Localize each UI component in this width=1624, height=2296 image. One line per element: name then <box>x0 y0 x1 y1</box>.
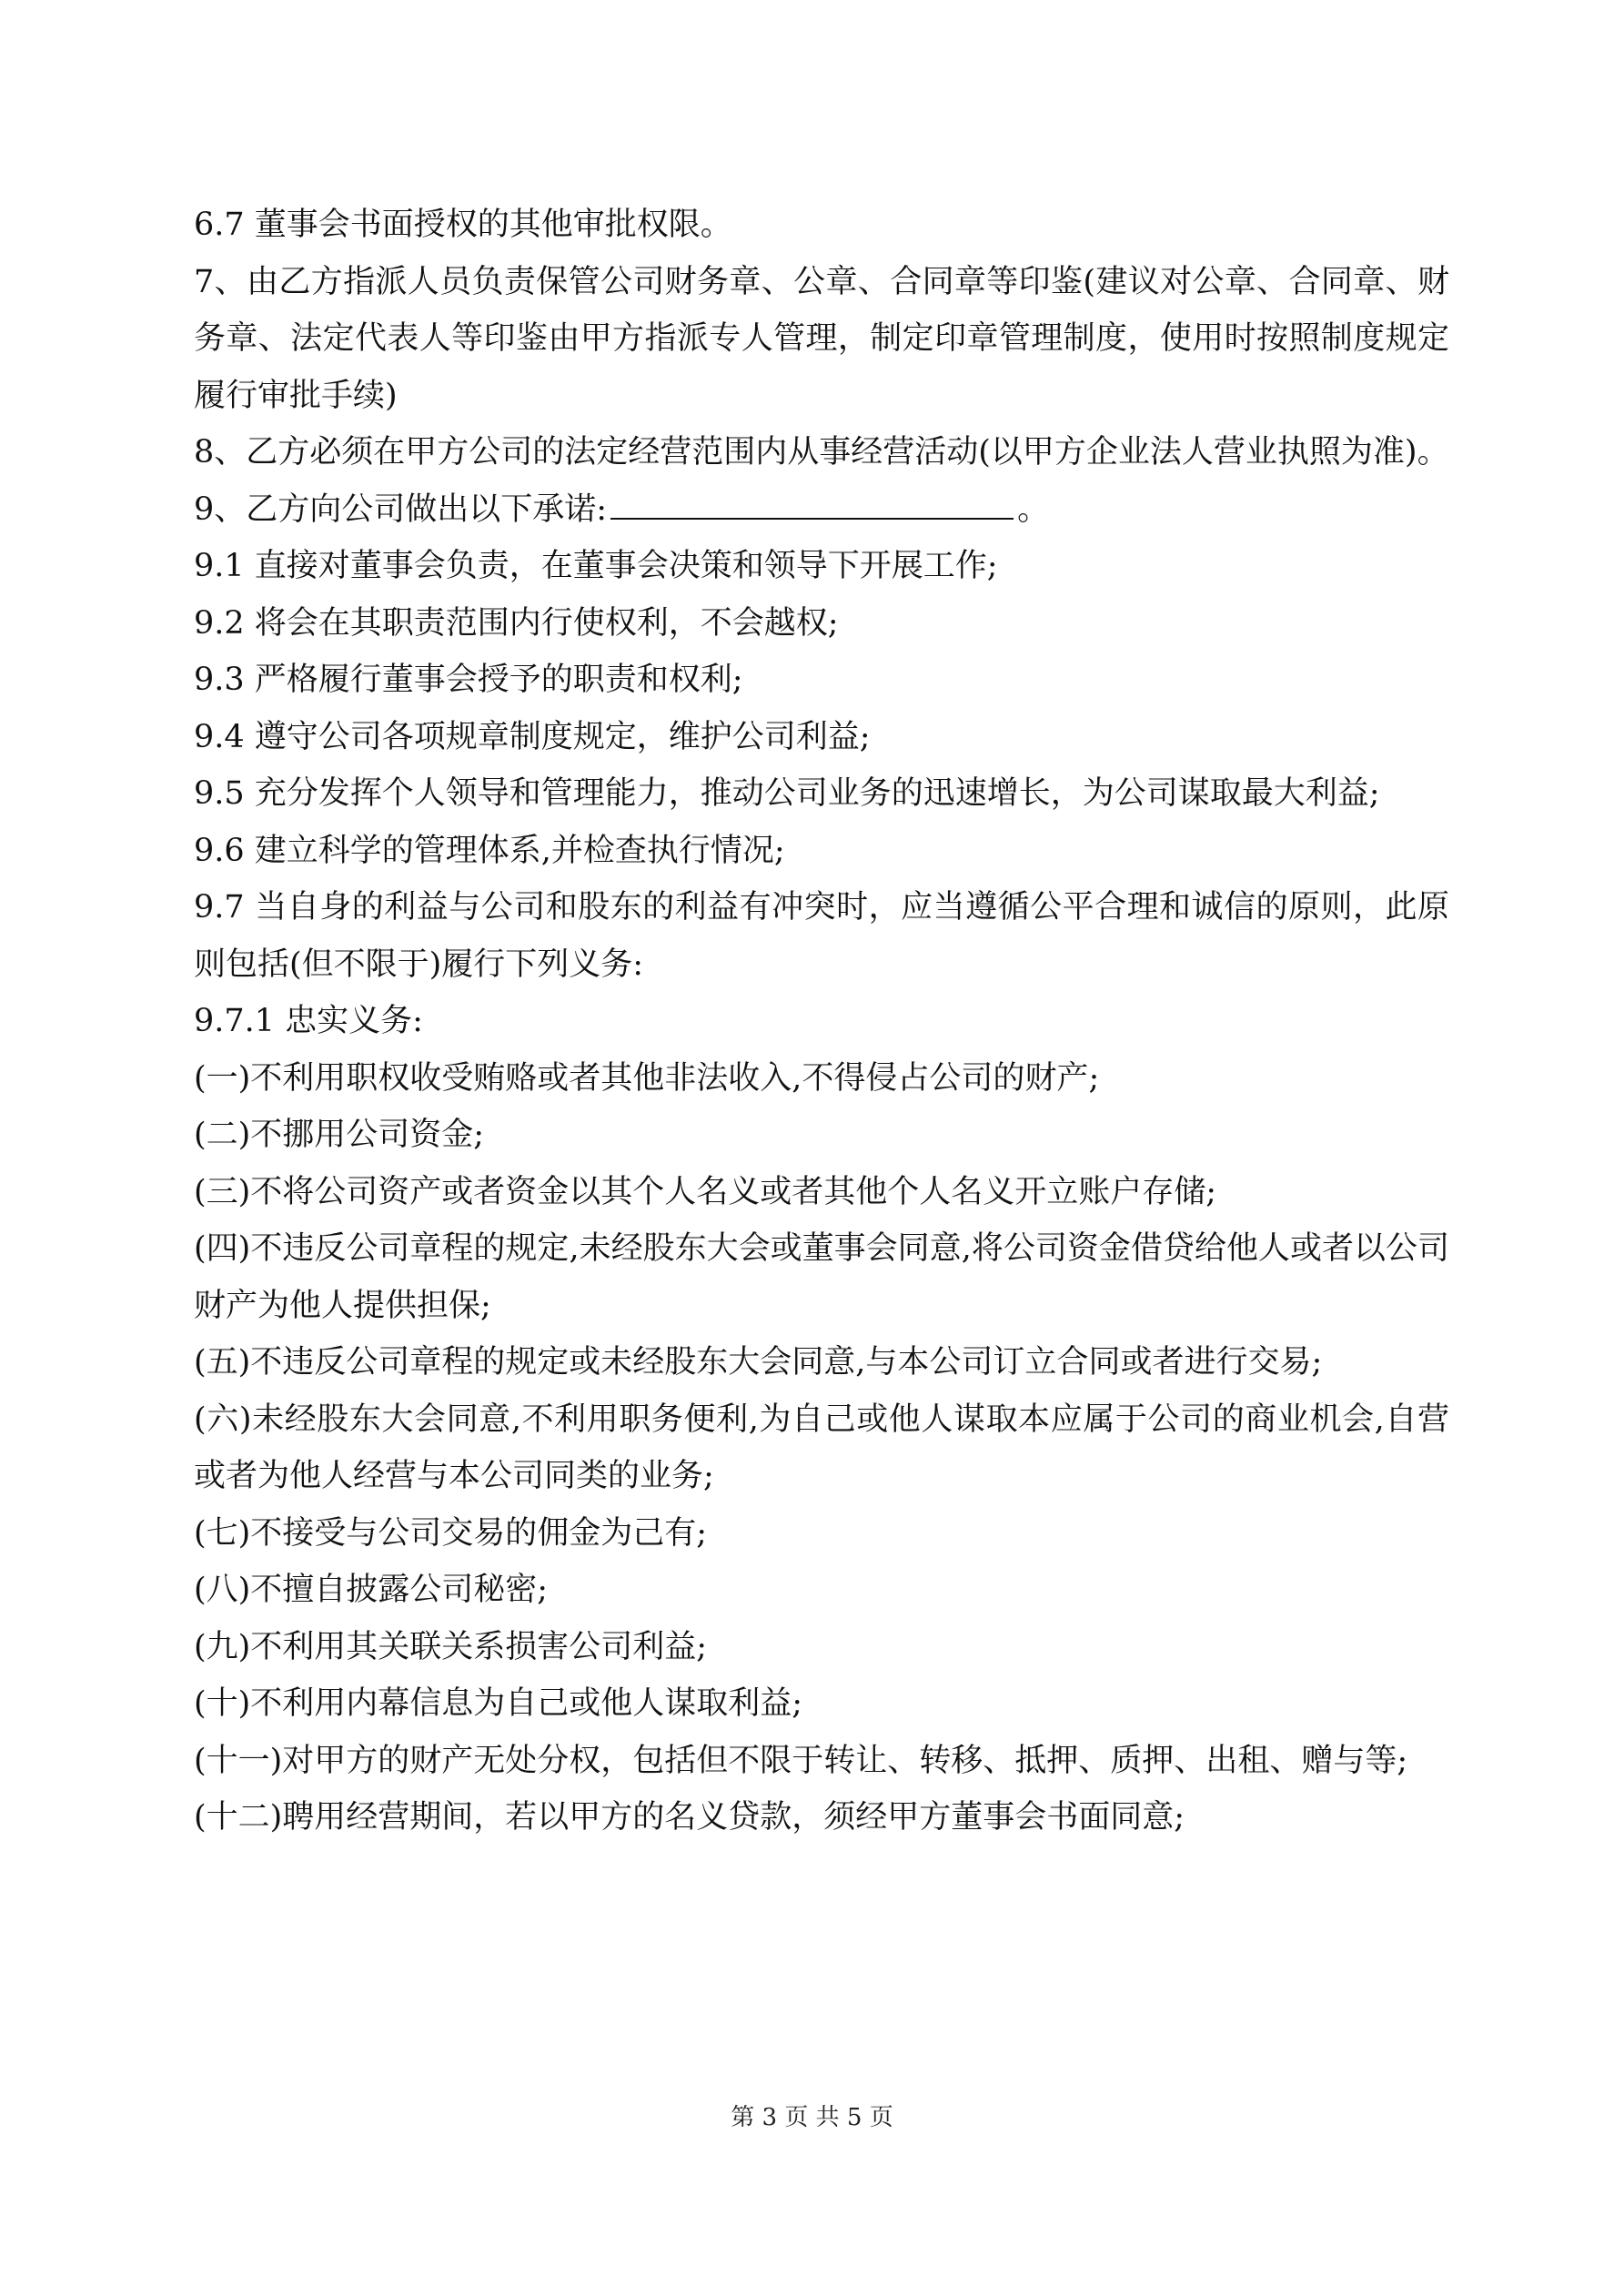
list-item-7: (七)不接受与公司交易的佣金为己有; <box>194 1514 708 1552</box>
list-item-8: (八)不擅自披露公司秘密; <box>194 1572 549 1608</box>
paragraph-8: 8、乙方必须在甲方公司的法定经营范围内从事经营活动(以甲方企业法人营业执照为准)。 <box>194 434 1449 470</box>
paragraph-9-5: 9.5 充分发挥个人领导和管理能力，推动公司业务的迅速增长，为公司谋取最大利益; <box>194 775 1380 812</box>
paragraph-9-7-1: 9.7.1 忠实义务: <box>194 1003 423 1039</box>
list-item-10: (十)不利用内幕信息为自己或他人谋取利益; <box>194 1685 803 1722</box>
list-item-5: (五)不违反公司章程的规定或未经股东大会同意,与本公司订立合同或者进行交易; <box>194 1344 1323 1381</box>
list-item-4: (四)不违反公司章程的规定,未经股东大会或董事会同意,将公司资金借贷给他人或者以公司财产为他人提供担保; <box>194 1230 1449 1324</box>
list-item-2: (二)不挪用公司资金; <box>194 1117 485 1153</box>
page-number-footer: 第 3 页 共 5 页 <box>731 2104 893 2131</box>
paragraph-9-4: 9.4 遵守公司各项规章制度规定，维护公司利益; <box>194 718 871 755</box>
paragraph-9-1: 9.1 直接对董事会负责，在董事会决策和领导下开展工作; <box>194 548 998 584</box>
list-item-9: (九)不利用其关联关系损害公司利益; <box>194 1628 708 1665</box>
list-item-12: (十二)聘用经营期间，若以甲方的名义贷款，须经甲方董事会书面同意; <box>194 1799 1185 1836</box>
paragraph-9-2: 9.2 将会在其职责范围内行使权利，不会越权; <box>194 604 839 642</box>
paragraph-6-7: 6.7 董事会书面授权的其他审批权限。 <box>194 207 732 243</box>
paragraph-9 <box>194 481 1449 539</box>
paragraph-9-7: 9.7 当自身的利益与公司和股东的利益有冲突时，应当遵循公平合理和诚信的原则，此原则包括(但不限于)履行下列义务: <box>194 889 1449 983</box>
list-item-3: (三)不将公司资产或者资金以其个人名义或者其他个人名义开立账户存储; <box>194 1173 1217 1210</box>
list-item-11: (十一)对甲方的财产无处分权，包括但不限于转让、转移、抵押、质押、出租、赠与等; <box>194 1742 1408 1779</box>
document-body <box>194 197 1449 1846</box>
list-item-6: (六)未经股东大会同意,不利用职务便利,为自己或他人谋取本应属于公司的商业机会,自营或者为他人经营与本公司同类的业务; <box>194 1401 1449 1494</box>
paragraph-9-6: 9.6 建立科学的管理体系,并检查执行情况; <box>194 832 785 869</box>
paragraph-9-suffix: 。 <box>1017 491 1050 528</box>
paragraph-9-3: 9.3 严格履行董事会授予的职责和权利; <box>194 662 743 698</box>
list-item-1: (一)不利用职权收受贿赂或者其他非法收入,不得侵占公司的财产; <box>194 1059 1100 1097</box>
paragraph-7: 7、由乙方指派人员负责保管公司财务章、公章、合同章等印鉴(建议对公章、合同章、财务章、法定代表人等印鉴由甲方指派专人管理，制定印章管理制度，使用时按照制度规定履行审批手续) <box>194 263 1449 414</box>
fill-in-blank-line <box>610 491 1014 520</box>
paragraph-9-prefix: 9、乙方向公司做出以下承诺: <box>194 491 608 528</box>
